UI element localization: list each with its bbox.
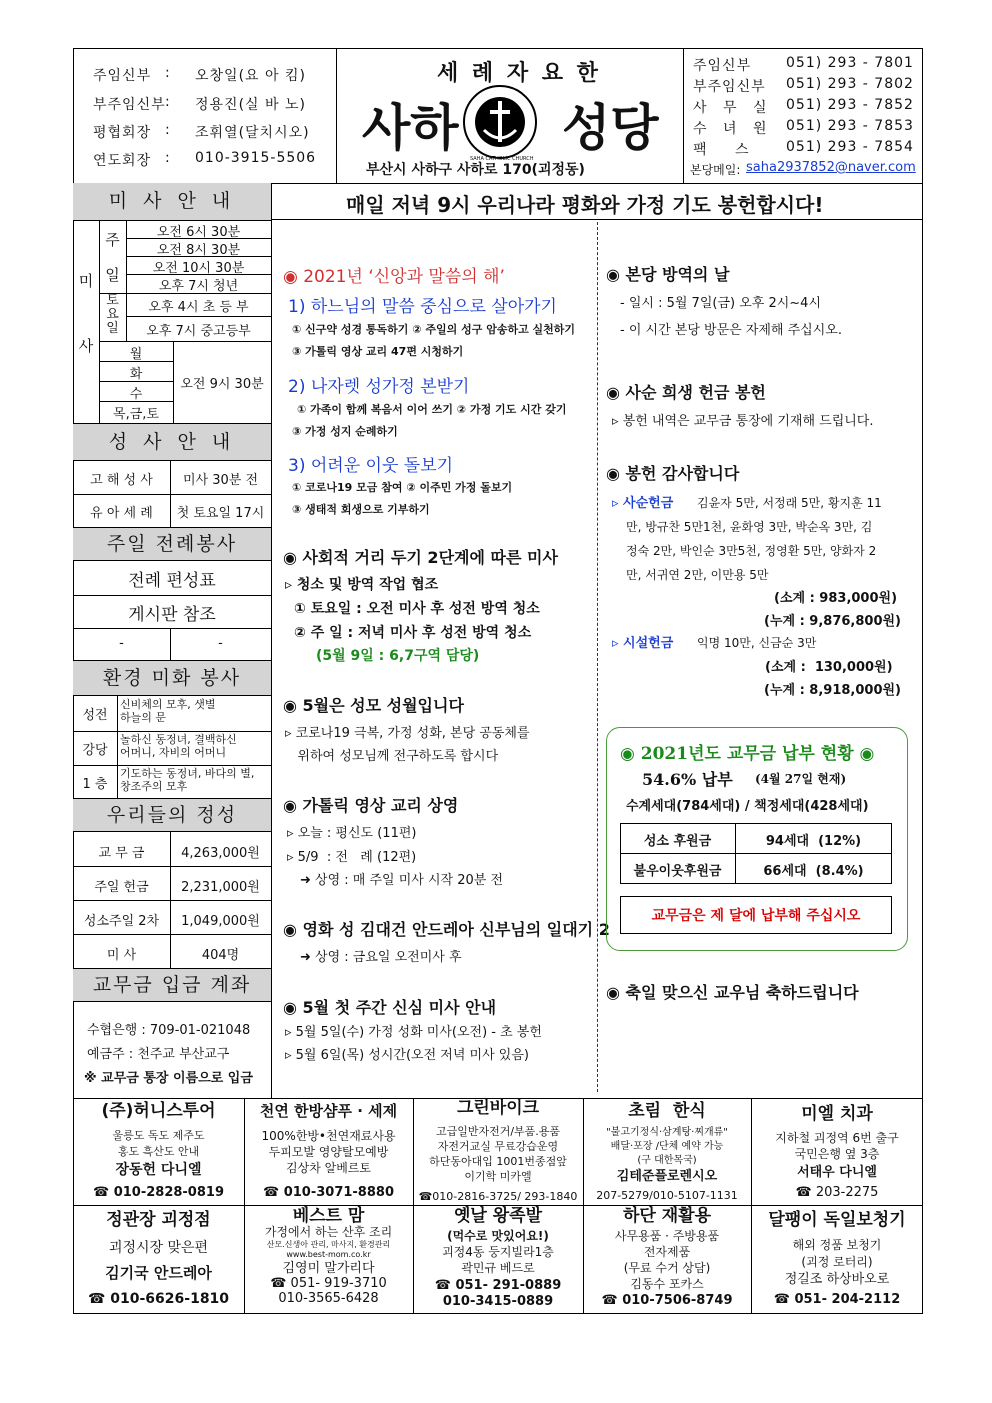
thanks-title: ◉ 봉헌 감사합니다 [606,464,740,483]
feast-title: ◉ 축일 맞으신 교우님 축하드립니다 [606,983,859,1002]
sunday-label-2: 일 [105,266,120,284]
council-name: 조휘열(달치시오) [195,125,310,141]
offering-title: 우리들의 정성 [73,798,271,832]
email-label: 본당메일: [690,163,741,177]
seal-text: SAHA CATHOLIC CHURCH [470,156,534,162]
weekday-time: 오전 9시 30분 [180,377,264,392]
email-link[interactable]: saha2937852@naver.com [746,160,916,175]
assistant-role: 부주임신부 [93,97,166,113]
banner-text: 매일 저녁 9시 우리나라 평화와 가정 기도 봉헌합시다! [346,193,824,217]
env-title: 환경 미화 봉사 [73,660,271,696]
diary-title: ◉ 영화 성 김대건 안드레아 신부님의 일대기 2 [283,920,610,939]
week-title: ◉ 5월 첫 주간 신심 미사 안내 [283,998,497,1017]
mass-label-1: 미 [78,272,94,290]
council-role: 평협회장 [93,125,152,141]
quarantine-title: ◉ 본당 방역의 날 [606,265,730,284]
mass-label-2: 사 [78,337,94,355]
church-name-right: 성당 [562,99,659,157]
sunday-label-1: 주 [105,231,120,249]
account-title: 교무금 입금 계좌 [73,968,271,1002]
church-name-left: 사하 [362,99,459,157]
may-title: ◉ 5월은 성모 성월입니다 [283,696,464,715]
p2-title: 2) 나자렛 성가정 본받기 [288,377,470,397]
saturday-label: 토요일 [106,293,119,336]
pastor-role: 주임신부 [93,68,152,84]
pastor-name: 오창일(요 아 킴) [195,68,306,84]
distance-title: ◉ 사회적 거리 두기 2단계에 따른 미사 [283,548,558,567]
p1-title: 1) 하느님의 말씀 중심으로 살아가기 [288,297,557,317]
dues-warning: 교무금은 제 달에 납부해 주십시오 [651,908,861,924]
address: 부산시 사하구 사하로 170(괴정동) [366,162,585,178]
assistant-name: 정용진(실 바 노) [195,97,306,113]
liturgy-title: 주일 전례봉사 [73,527,271,561]
dues-rate: 54.6% 납부 [642,770,733,789]
sacrament-title: 성 사 안 내 [73,423,271,461]
church-seal-icon [462,84,538,160]
year-title: ◉ 2021년 ‘신앙과 말씀의 해’ [283,267,505,287]
phone-icon: ☎ 010-2828-0819 [92,1185,224,1200]
p3-title: 3) 어려운 이웃 돌보기 [288,456,454,476]
martyr-title: ◉ 사순 희생 헌금 봉헌 [606,383,766,402]
video-title: ◉ 가톨릭 영상 교리 상영 [283,796,459,815]
dues-title: ◉ 2021년도 교무금 납부 현황 ◉ [620,744,875,764]
mass-title: 미 사 안 내 [73,183,271,221]
yeondo-phone: 010-3915-5506 [195,150,317,166]
yeondo-role: 연도회장 [93,153,152,169]
patron-title: 세 례 자 요 한 [437,61,601,86]
